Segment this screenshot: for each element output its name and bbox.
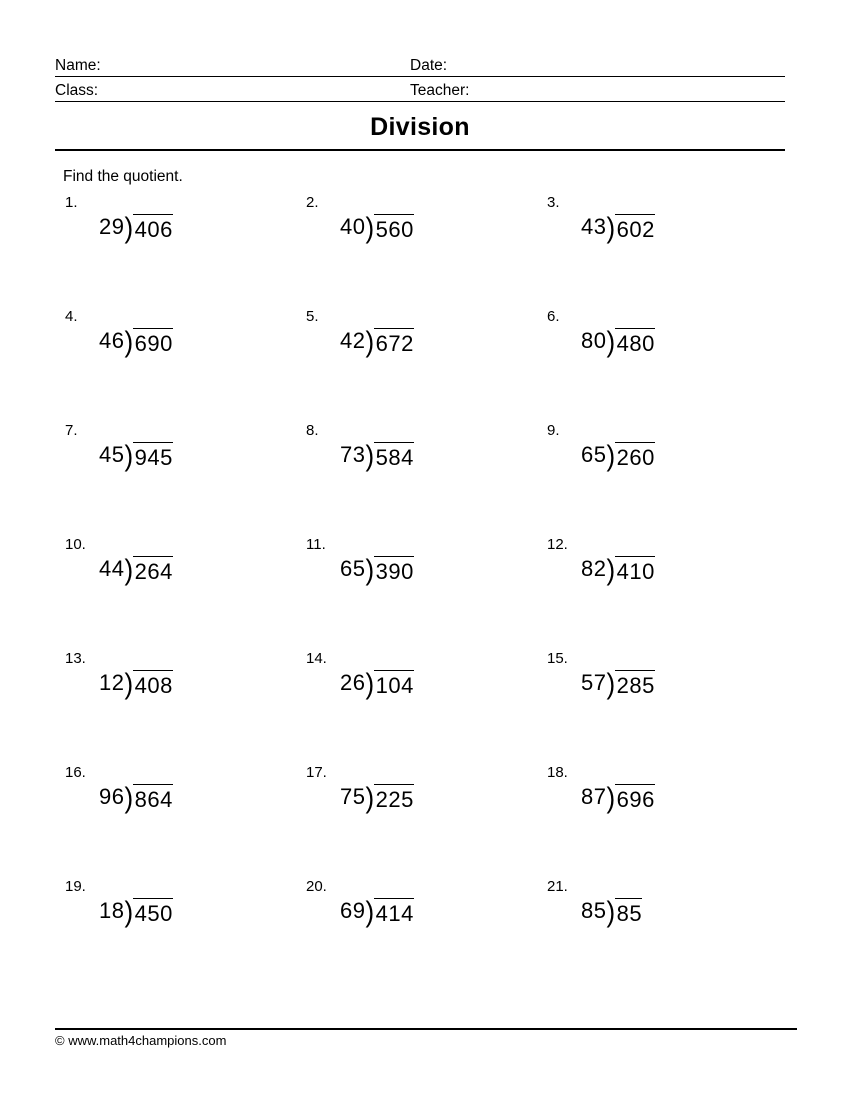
dividend: 690 bbox=[133, 328, 173, 357]
dividend: 104 bbox=[374, 670, 414, 699]
divisor: 45 bbox=[99, 442, 125, 467]
division-bracket-icon: ) bbox=[606, 894, 616, 929]
problem-5 bbox=[296, 308, 537, 422]
problem-9 bbox=[537, 422, 778, 536]
division-expression bbox=[99, 780, 173, 815]
divisor: 46 bbox=[99, 328, 125, 353]
problem-number: 3. bbox=[547, 194, 560, 211]
division-expression bbox=[581, 438, 655, 473]
problem-row bbox=[55, 650, 795, 764]
division-bracket-icon: ) bbox=[365, 666, 375, 701]
problems-grid bbox=[55, 194, 795, 992]
class-label: Class: bbox=[55, 82, 99, 99]
problem-21 bbox=[537, 878, 778, 992]
division-bracket-icon: ) bbox=[124, 324, 134, 359]
division-bracket-icon: ) bbox=[124, 780, 134, 815]
division-expression bbox=[581, 894, 643, 929]
divisor: 96 bbox=[99, 784, 125, 809]
problem-8 bbox=[296, 422, 537, 536]
divisor: 75 bbox=[340, 784, 366, 809]
problem-16 bbox=[55, 764, 296, 878]
divisor: 82 bbox=[581, 556, 607, 581]
name-label: Name: bbox=[55, 57, 101, 74]
divisor: 69 bbox=[340, 898, 366, 923]
problem-number: 13. bbox=[65, 650, 86, 667]
division-bracket-icon: ) bbox=[365, 894, 375, 929]
problem-number: 18. bbox=[547, 764, 568, 781]
division-expression bbox=[340, 780, 414, 815]
divisor: 18 bbox=[99, 898, 125, 923]
divisor: 80 bbox=[581, 328, 607, 353]
division-expression bbox=[581, 324, 655, 359]
problem-number: 4. bbox=[65, 308, 78, 325]
problem-row bbox=[55, 764, 795, 878]
division-expression bbox=[340, 894, 414, 929]
teacher-label: Teacher: bbox=[410, 82, 470, 99]
header-fields bbox=[55, 52, 785, 102]
problem-row bbox=[55, 536, 795, 650]
divisor: 43 bbox=[581, 214, 607, 239]
division-bracket-icon: ) bbox=[365, 438, 375, 473]
dividend: 560 bbox=[374, 214, 414, 243]
problem-row bbox=[55, 422, 795, 536]
date-label: Date: bbox=[410, 57, 448, 74]
division-bracket-icon: ) bbox=[365, 210, 375, 245]
class-teacher-row bbox=[55, 77, 785, 102]
problem-row bbox=[55, 308, 795, 422]
divisor: 12 bbox=[99, 670, 125, 695]
problem-number: 2. bbox=[306, 194, 319, 211]
division-bracket-icon: ) bbox=[124, 210, 134, 245]
page-title: Division bbox=[55, 102, 785, 151]
problem-13 bbox=[55, 650, 296, 764]
dividend: 480 bbox=[615, 328, 655, 357]
problem-12 bbox=[537, 536, 778, 650]
instructions: Find the quotient. bbox=[63, 168, 183, 185]
problem-number: 9. bbox=[547, 422, 560, 439]
problem-7 bbox=[55, 422, 296, 536]
dividend: 584 bbox=[374, 442, 414, 471]
division-expression bbox=[581, 210, 655, 245]
division-expression bbox=[581, 666, 655, 701]
problem-number: 6. bbox=[547, 308, 560, 325]
problem-number: 16. bbox=[65, 764, 86, 781]
dividend: 390 bbox=[374, 556, 414, 585]
division-expression bbox=[99, 324, 173, 359]
problem-number: 12. bbox=[547, 536, 568, 553]
division-expression bbox=[99, 552, 173, 587]
division-bracket-icon: ) bbox=[124, 552, 134, 587]
problem-20 bbox=[296, 878, 537, 992]
name-date-row bbox=[55, 52, 785, 77]
dividend: 406 bbox=[133, 214, 173, 243]
problem-number: 1. bbox=[65, 194, 78, 211]
dividend: 864 bbox=[133, 784, 173, 813]
dividend: 85 bbox=[615, 898, 642, 927]
division-expression bbox=[99, 666, 173, 701]
problem-number: 20. bbox=[306, 878, 327, 895]
problem-17 bbox=[296, 764, 537, 878]
problem-number: 7. bbox=[65, 422, 78, 439]
problem-2 bbox=[296, 194, 537, 308]
division-expression bbox=[581, 780, 655, 815]
division-bracket-icon: ) bbox=[365, 780, 375, 815]
dividend: 672 bbox=[374, 328, 414, 357]
divisor: 29 bbox=[99, 214, 125, 239]
divisor: 87 bbox=[581, 784, 607, 809]
problem-number: 10. bbox=[65, 536, 86, 553]
dividend: 414 bbox=[374, 898, 414, 927]
division-bracket-icon: ) bbox=[606, 210, 616, 245]
problem-6 bbox=[537, 308, 778, 422]
division-expression bbox=[99, 438, 173, 473]
division-expression bbox=[340, 210, 414, 245]
dividend: 945 bbox=[133, 442, 173, 471]
dividend: 696 bbox=[615, 784, 655, 813]
division-bracket-icon: ) bbox=[606, 666, 616, 701]
footer-divider bbox=[55, 1028, 797, 1030]
division-expression bbox=[340, 666, 414, 701]
divisor: 44 bbox=[99, 556, 125, 581]
problem-number: 15. bbox=[547, 650, 568, 667]
problem-4 bbox=[55, 308, 296, 422]
problem-19 bbox=[55, 878, 296, 992]
division-bracket-icon: ) bbox=[124, 438, 134, 473]
dividend: 285 bbox=[615, 670, 655, 699]
division-bracket-icon: ) bbox=[365, 324, 375, 359]
problem-3 bbox=[537, 194, 778, 308]
division-expression bbox=[340, 552, 414, 587]
division-expression bbox=[99, 894, 173, 929]
dividend: 260 bbox=[615, 442, 655, 471]
problem-number: 17. bbox=[306, 764, 327, 781]
division-bracket-icon: ) bbox=[124, 666, 134, 701]
problem-15 bbox=[537, 650, 778, 764]
problem-number: 11. bbox=[306, 536, 326, 553]
problem-number: 5. bbox=[306, 308, 319, 325]
problem-row bbox=[55, 878, 795, 992]
division-bracket-icon: ) bbox=[606, 438, 616, 473]
division-bracket-icon: ) bbox=[606, 324, 616, 359]
division-expression bbox=[581, 552, 655, 587]
division-bracket-icon: ) bbox=[606, 552, 616, 587]
problem-11 bbox=[296, 536, 537, 650]
problem-row bbox=[55, 194, 795, 308]
dividend: 602 bbox=[615, 214, 655, 243]
divisor: 85 bbox=[581, 898, 607, 923]
problem-number: 19. bbox=[65, 878, 86, 895]
problem-10 bbox=[55, 536, 296, 650]
divisor: 73 bbox=[340, 442, 366, 467]
division-bracket-icon: ) bbox=[124, 894, 134, 929]
dividend: 408 bbox=[133, 670, 173, 699]
division-bracket-icon: ) bbox=[606, 780, 616, 815]
division-expression bbox=[99, 210, 173, 245]
problem-1 bbox=[55, 194, 296, 308]
problem-number: 8. bbox=[306, 422, 319, 439]
divisor: 40 bbox=[340, 214, 366, 239]
divisor: 65 bbox=[581, 442, 607, 467]
problem-14 bbox=[296, 650, 537, 764]
dividend: 225 bbox=[374, 784, 414, 813]
divisor: 26 bbox=[340, 670, 366, 695]
division-expression bbox=[340, 324, 414, 359]
divisor: 57 bbox=[581, 670, 607, 695]
footer-copyright: © www.math4champions.com bbox=[55, 1033, 227, 1048]
dividend: 450 bbox=[133, 898, 173, 927]
divisor: 65 bbox=[340, 556, 366, 581]
problem-18 bbox=[537, 764, 778, 878]
problem-number: 14. bbox=[306, 650, 327, 667]
divisor: 42 bbox=[340, 328, 366, 353]
division-expression bbox=[340, 438, 414, 473]
dividend: 264 bbox=[133, 556, 173, 585]
problem-number: 21. bbox=[547, 878, 568, 895]
division-bracket-icon: ) bbox=[365, 552, 375, 587]
dividend: 410 bbox=[615, 556, 655, 585]
